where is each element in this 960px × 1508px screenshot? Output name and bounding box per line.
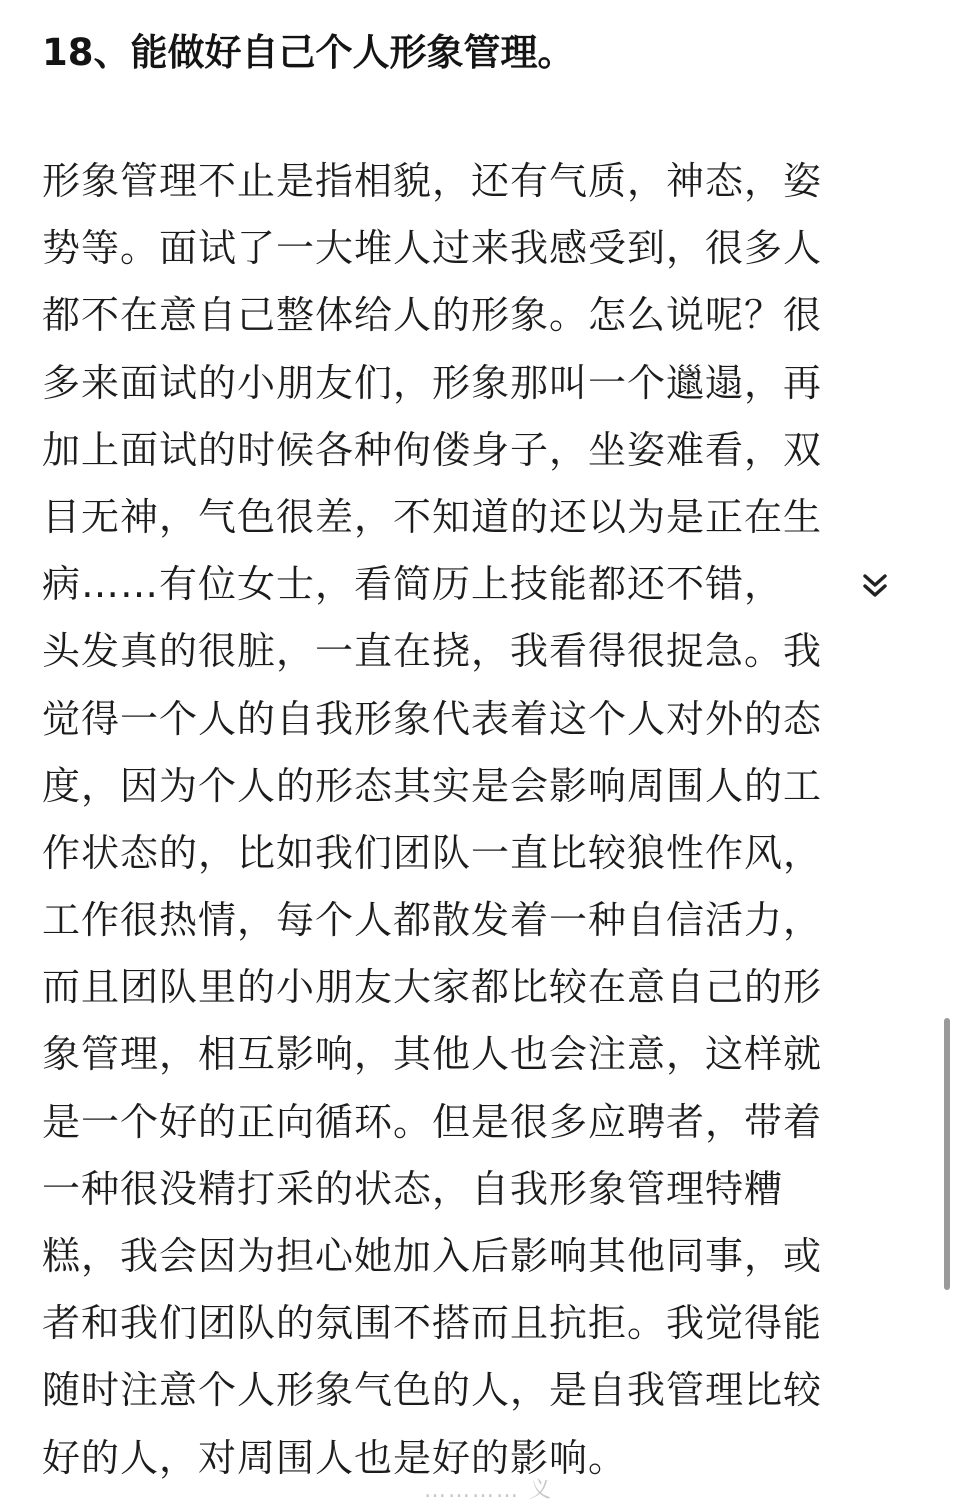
body-line: 都不在意自己整体给人的形象。怎么说呢？很 <box>42 293 823 338</box>
body-line: 度，因为个人的形态其实是会影响周围人的工 <box>42 763 823 808</box>
watermark: ………… 义 <box>424 1478 553 1503</box>
double-chevron-down-icon[interactable] <box>858 568 892 602</box>
body-line: 一种很没精打采的状态，自我形象管理特糟 <box>42 1166 784 1211</box>
body-line: 目无神，气色很差，不知道的还以为是正在生 <box>42 494 823 539</box>
article-body <box>42 148 902 1492</box>
body-line: 头发真的很脏，一直在挠，我看得很捉急。我 <box>42 629 823 674</box>
body-line: 是一个好的正向循环。但是很多应聘者，带着 <box>42 1099 823 1144</box>
body-line: 势等。面试了一大堆人过来我感受到，很多人 <box>42 226 823 271</box>
body-line: 好的人，对周围人也是好的影响。 <box>42 1435 628 1480</box>
body-line: 病……有位女士，看简历上技能都还不错， <box>42 562 784 607</box>
body-line: 形象管理不止是指相貌，还有气质，神态，姿 <box>42 159 823 203</box>
body-line: 随时注意个人形象气色的人，是自我管理比较 <box>42 1368 823 1413</box>
section-heading: 18、能做好自己个人形象管理。 <box>42 31 575 74</box>
body-line: 加上面试的时候各种佝偻身子，坐姿难看，双 <box>42 427 823 472</box>
body-line: 工作很热情，每个人都散发着一种自信活力， <box>42 898 823 943</box>
body-line: 觉得一个人的自我形象代表着这个人对外的态 <box>42 696 823 741</box>
body-line: 作状态的，比如我们团队一直比较狼性作风， <box>42 830 823 875</box>
scrollbar[interactable] <box>944 1018 950 1290</box>
body-line: 多来面试的小朋友们，形象那叫一个邋遢，再 <box>42 360 823 405</box>
body-line: 糕，我会因为担心她加入后影响其他同事，或 <box>42 1234 823 1278</box>
body-line: 者和我们团队的氛围不搭而且抗拒。我觉得能 <box>42 1301 823 1346</box>
body-line: 而且团队里的小朋友大家都比较在意自己的形 <box>42 965 823 1010</box>
body-line: 象管理，相互影响，其他人也会注意，这样就 <box>42 1032 823 1077</box>
